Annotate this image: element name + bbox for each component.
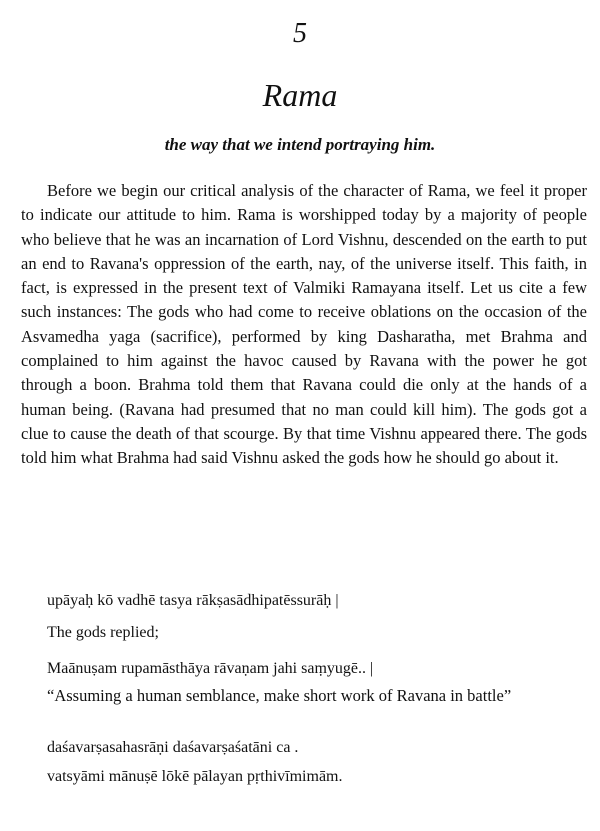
chapter-subtitle: the way that we intend portraying him. (164, 135, 436, 154)
verse-line-manusam: Maānuṣam rupamāsthāya rāvaṇam jahi saṃyugē.. | (47, 660, 374, 677)
gods-replied-line: The gods replied; (47, 624, 159, 641)
chapter-number: 5 (293, 18, 307, 49)
verse-line-vatsyami: vatsyāmi mānuṣē lōkē pālayan pṛthivīmimām. (47, 768, 343, 785)
verse-line-dasavarsa: daśavarṣasahasrāṇi daśavarṣaśatāni ca . (47, 739, 299, 756)
verse-translation: “Assuming a human semblance, make short work of Ravana in battle” (47, 686, 512, 705)
verse-line-upayah: upāyaḥ kō vadhē tasya rākṣasādhipatēssurāḥ | (47, 592, 339, 609)
body-paragraph: Before we begin our critical analysis of the character of Rama, we feel it proper to indicate our attitude to him. Rama is worshipped today by a majority of people who believe that he was an incarnation of Lord Vishnu, descended on the earth to put an end to Ravana's oppression of the earth, nay, of the universe itself. This faith, in fact, is expressed in the present text of Valmiki Ramayana itself. Let us cite a few such instances: The gods who had come to receive oblations on the occasion of the Asvamedha yaga (sacrifice), performed by king Dasharatha, met Brahma and complained to him against the havoc caused by Ravana with the power he got through a boon. Brahma told them that Ravana could die only at the hands of a human being. (Ravana had presumed that no man could kill him). The gods got a clue to cause the death of that scourge. By that time Vishnu appeared there. The gods told him what Brahma had said Vishnu asked the gods how he should go about it. (21, 181, 587, 468)
chapter-title: Rama (262, 77, 338, 113)
